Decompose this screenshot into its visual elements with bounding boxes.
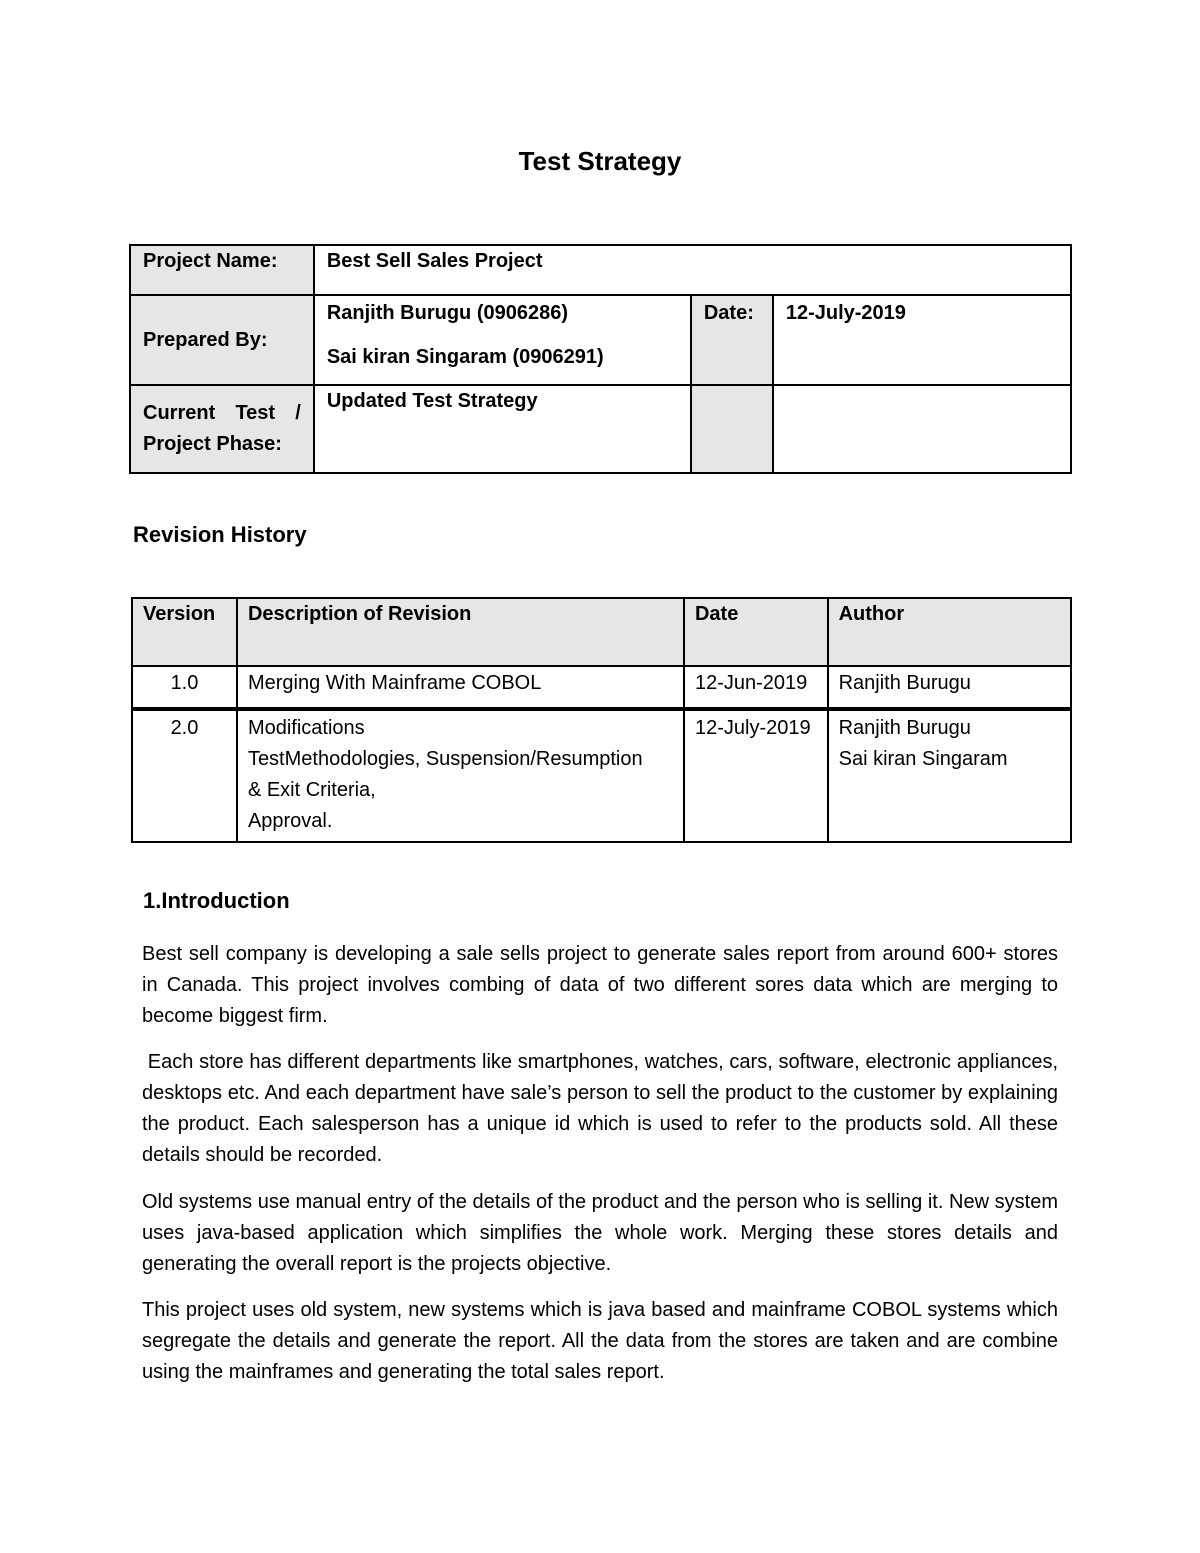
project-phase-empty-value bbox=[773, 385, 1071, 473]
version-cell: 2.0 bbox=[132, 709, 237, 842]
project-name-value: Best Sell Sales Project bbox=[314, 245, 1071, 295]
project-phase-row bbox=[130, 385, 1071, 473]
introduction-paragraph-3: Old systems use manual entry of the details of the product and the person who is selling it. New system uses java-based application which simplifies the whole work. Merging these stores details and generating the overall report is the projects objective. bbox=[142, 1191, 1058, 1275]
introduction-paragraph-1: Best sell company is developing a sale sells project to generate sales report from around 600+ stores in Canada. This project involves combing of data of two different sores data which are merging to become biggest firm. bbox=[142, 943, 1058, 1027]
description-cell: Merging With Mainframe COBOL bbox=[237, 666, 684, 709]
column-header-version: Version bbox=[132, 598, 237, 666]
author-line: Ranjith Burugu bbox=[838, 717, 971, 739]
description-cell bbox=[237, 709, 684, 842]
revision-history-table bbox=[131, 597, 1072, 843]
prepared-by-person-2: Sai kiran Singaram (0906291) bbox=[326, 346, 604, 368]
description-line: TestMethodologies, Suspension/Resumption bbox=[247, 748, 643, 770]
column-header-description: Description of Revision bbox=[237, 598, 684, 666]
prepared-by-row bbox=[130, 295, 1071, 385]
author-line: Sai kiran Singaram bbox=[838, 748, 1008, 770]
table-row bbox=[132, 666, 1071, 709]
project-name-row bbox=[130, 245, 1071, 295]
project-info-table bbox=[129, 244, 1072, 474]
version-cell: 1.0 bbox=[132, 666, 237, 709]
project-phase-value: Updated Test Strategy bbox=[314, 385, 691, 473]
prepared-by-label: Prepared By: bbox=[130, 295, 314, 385]
project-name-label: Project Name: bbox=[130, 245, 314, 295]
revision-history-heading: Revision History bbox=[133, 522, 307, 547]
description-line: Modifications bbox=[247, 717, 365, 739]
introduction-heading: 1.Introduction bbox=[143, 888, 290, 913]
date-label: Date: bbox=[691, 295, 773, 385]
description-line: Approval. bbox=[247, 810, 333, 832]
column-header-date: Date bbox=[684, 598, 828, 666]
introduction-paragraph-4: This project uses old system, new systems which is java based and mainframe COBOL systems which segregate the details and generate the report. All the data from the stores are taken and are combine using the mainframes and generating the total sales report. bbox=[142, 1299, 1058, 1383]
table-row bbox=[132, 709, 1071, 842]
column-header-author: Author bbox=[828, 598, 1071, 666]
author-cell bbox=[828, 709, 1071, 842]
project-phase-empty-label bbox=[691, 385, 773, 473]
prepared-by-value bbox=[314, 295, 691, 385]
document-title: Test Strategy bbox=[518, 146, 682, 176]
date-cell: 12-July-2019 bbox=[684, 709, 828, 842]
author-cell: Ranjith Burugu bbox=[828, 666, 1071, 709]
prepared-by-person-1: Ranjith Burugu (0906286) bbox=[326, 302, 569, 324]
introduction-paragraph-2: Each store has different departments like smartphones, watches, cars, software, electronic appliances, desktops etc. And each department have sale’s person to sell the product to the customer by explaining the product. Each salesperson has a unique id which is used to refer to the products sold. All these details should be recorded. bbox=[142, 1051, 1058, 1166]
project-phase-label: Current Test / Project Phase: bbox=[130, 385, 314, 473]
description-line: & Exit Criteria, bbox=[247, 779, 376, 801]
revision-header-row bbox=[132, 598, 1071, 666]
date-cell: 12-Jun-2019 bbox=[684, 666, 828, 709]
date-value: 12-July-2019 bbox=[773, 295, 1071, 385]
